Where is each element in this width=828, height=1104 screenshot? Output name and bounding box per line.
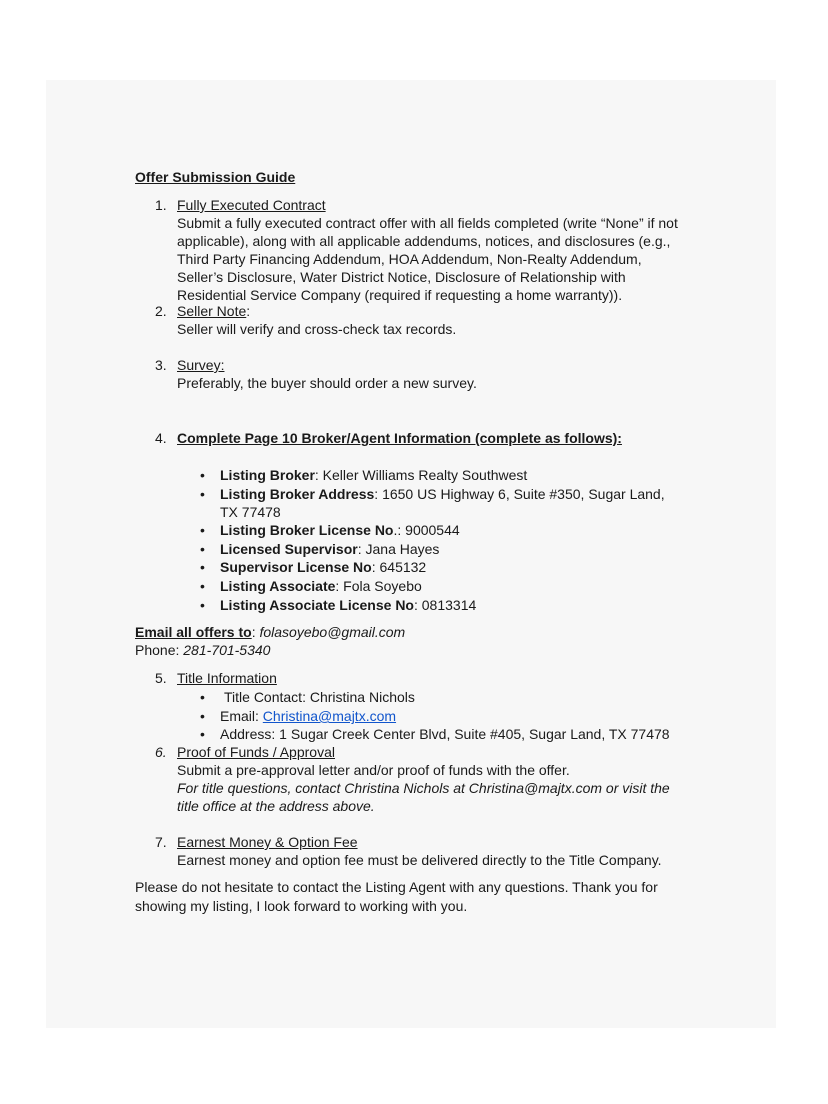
field-label: Supervisor License No <box>220 559 372 575</box>
bullet: • <box>200 522 205 538</box>
phone-line <box>135 641 715 659</box>
bullet: • <box>200 559 205 575</box>
bullet: • <box>200 467 205 483</box>
field-value: : Jana Hayes <box>357 541 440 557</box>
field-value: : 1650 US Highway 6, Suite #350, Sugar Land, <box>374 486 665 502</box>
bullet: • <box>200 541 205 557</box>
field-label: Listing Broker <box>220 467 315 483</box>
closing-line: Please do not hesitate to contact the Listing Agent with any questions. Thank you for <box>135 879 658 895</box>
field-value: .: 9000544 <box>393 522 460 538</box>
title-email-link[interactable]: Christina@majtx.com <box>262 708 397 724</box>
item-number: 5. <box>155 670 167 686</box>
field-value-continued: TX 77478 <box>220 504 281 520</box>
section-heading: Fully Executed Contract <box>177 197 326 213</box>
item-number: 2. <box>155 303 167 319</box>
section-heading: Complete Page 10 Broker/Agent Information (complete as follows): <box>177 430 622 446</box>
bullet: • <box>200 689 205 705</box>
section-heading: Survey: <box>177 357 225 373</box>
note-line: title office at the address above. <box>177 798 375 814</box>
field-label: Listing Associate License No <box>220 597 414 613</box>
item-number: 3. <box>155 357 167 373</box>
phone-number: 281-701-5340 <box>183 642 271 658</box>
field-value: : 645132 <box>371 559 427 575</box>
page-title: Offer Submission Guide <box>135 169 296 185</box>
title-address: Address: 1 Sugar Creek Center Blvd, Suite #405, Sugar Land, TX 77478 <box>220 726 670 742</box>
body-line: applicable), along with all applicable addendums, notices, and disclosures (e.g., <box>177 233 671 249</box>
phone-label: Phone: <box>135 642 184 658</box>
email-offers-line <box>135 623 715 641</box>
body-line: Submit a pre-approval letter and/or proof of funds with the offer. <box>177 762 570 778</box>
field-value: : 0813314 <box>413 597 477 613</box>
body-line: Seller’s Disclosure, Water District Notice, Disclosure of Relationship with <box>177 269 626 285</box>
bullet: • <box>200 708 205 724</box>
field-label: Listing Broker License No <box>220 522 394 538</box>
note-line: For title questions, contact Christina Nichols at Christina@majtx.com or visit the <box>177 780 670 796</box>
body-line: Residential Service Company (required if requesting a home warranty)). <box>177 287 623 303</box>
item-number: 1. <box>155 197 167 213</box>
field-label: Licensed Supervisor <box>220 541 358 557</box>
body-line: Seller will verify and cross-check tax records. <box>177 321 457 337</box>
item-number: 4. <box>155 430 167 446</box>
bullet: • <box>200 578 205 594</box>
offer-email: folasoyebo@gmail.com <box>259 624 406 640</box>
body-line: Earnest money and option fee must be delivered directly to the Title Company. <box>177 852 662 868</box>
body-line: Preferably, the buyer should order a new survey. <box>177 375 477 391</box>
heading-suffix: : <box>246 303 251 319</box>
section-heading: Earnest Money & Option Fee <box>177 834 358 850</box>
separator: : <box>251 624 260 640</box>
body-line: Third Party Financing Addendum, HOA Addendum, Non-Realty Addendum, <box>177 251 642 267</box>
field-value: : Fola Soyebo <box>335 578 422 594</box>
section-heading: Proof of Funds / Approval <box>177 744 335 760</box>
section-heading: Seller Note <box>177 303 247 319</box>
item-number: 7. <box>155 834 167 850</box>
item-number: 6. <box>155 744 167 760</box>
field-label: Listing Broker Address <box>220 486 375 502</box>
email-offers-label: Email all offers to <box>135 624 252 640</box>
field-value: : Keller Williams Realty Southwest <box>314 467 528 483</box>
body-line: Submit a fully executed contract offer with all fields completed (write “None” if not <box>177 215 678 231</box>
bullet: • <box>200 486 205 502</box>
bullet: • <box>200 597 205 613</box>
bullet: • <box>200 726 205 742</box>
section-heading: Title Information <box>177 670 277 686</box>
closing-line: showing my listing, I look forward to working with you. <box>135 898 468 914</box>
field-label: Listing Associate <box>220 578 336 594</box>
email-label: Email: <box>220 708 263 724</box>
title-contact: Title Contact: Christina Nichols <box>224 689 415 705</box>
